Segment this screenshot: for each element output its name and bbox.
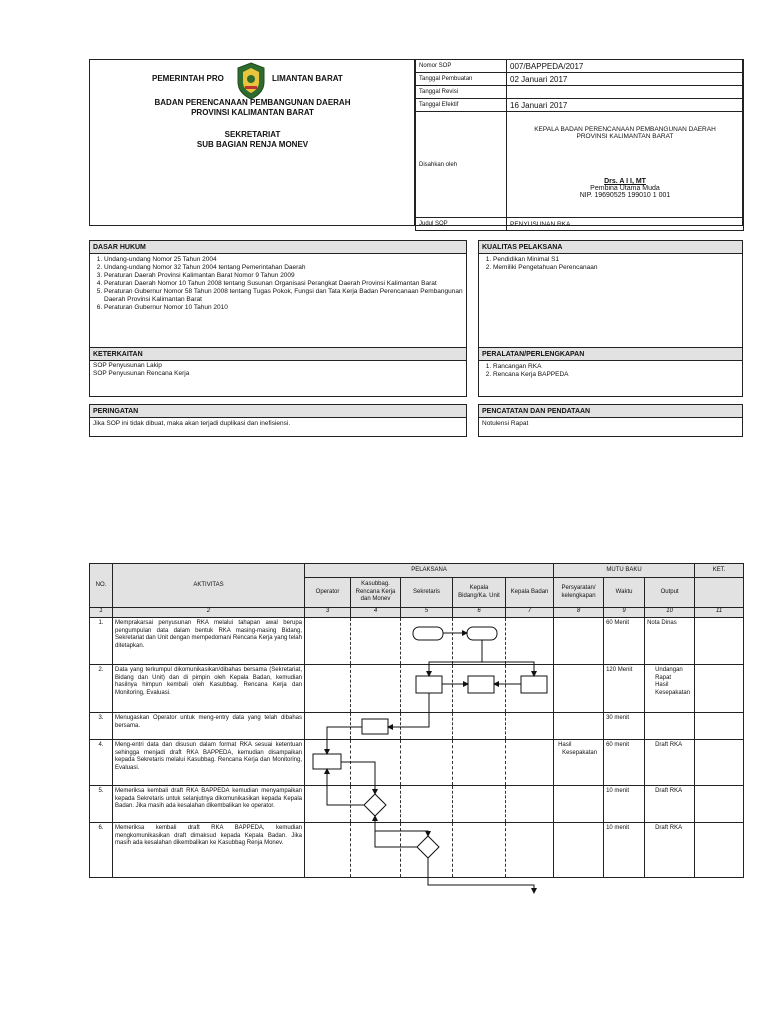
list-item: Draft RKA [655, 742, 683, 748]
process-shape [362, 719, 388, 734]
row-no: 4. [90, 740, 113, 786]
tgl-efektif-label: Tanggal Efektif [416, 99, 507, 112]
row-no: 6. [90, 823, 113, 878]
col-kaban: Kepala Badan [506, 578, 554, 608]
row-activity: Data yang terkumpul dikomunikasikan/dibahas bersama (Sekretariat, Bidang dan Unit) dan di pimpin oleh Kepala Badan, kemudian hasilnya himpun kembali oleh Kasubbag. Rencana Kerja dan Monitoring, Evaluasi. [113, 665, 305, 713]
connector-arrow [482, 662, 534, 676]
connector-arrow [375, 816, 428, 836]
list-item: Draft RKA [655, 825, 683, 831]
col-kasubbag: Kasubbag. Rencana Kerja dan Monev [351, 578, 401, 608]
judul-value: PENYUSUNAN RKA [507, 218, 744, 231]
agency-name-2: PROVINSI KALIMANTAN BARAT [191, 108, 314, 117]
col-number: 10 [645, 608, 695, 618]
list-item: 5. Peraturan Gubernur Nomor 58 Tahun 2008 tentang Tugas Pokok, Fungsi dan Tata Kerja Badan Perencanaan Pembangunan Daerah Provinsi Kalimantan Barat [104, 288, 466, 304]
col-number: 3 [305, 608, 351, 618]
list-item: 6. Peraturan Gubernur Nomor 10 Tahun 2010 [104, 304, 466, 312]
process-shape [468, 676, 494, 693]
connector-arrow [388, 693, 429, 727]
kepala-line-2: PROVINSI KALIMANTAN BARAT [576, 133, 674, 140]
row-activity: Memeriksa kembali draft RKA BAPPEDA, kemudian mengkomunikasikan draft dimaksud kepada Kepala Badan. Jika masih ada kesalahan dikembalikan ke Kasubbag Renja Monev. [113, 823, 305, 878]
col-ket: KET. [695, 564, 744, 578]
process-shape [313, 754, 341, 769]
process-shape [521, 676, 547, 693]
nomor-label: Nomor SOP [416, 60, 507, 73]
tgl-buat-value: 02 Januari 2017 [507, 73, 744, 86]
process-shape [416, 676, 442, 693]
row-waktu: 60 Menit [604, 618, 645, 665]
peringatan-title: PERINGATAN [90, 405, 466, 418]
peringatan-text: Jika SOP ini tidak dibuat, maka akan terjadi duplikasi dan inefisiensi. [93, 420, 291, 427]
col-kabid: Kepala Bidang/Ka. Unit [453, 578, 506, 608]
row-waktu: 120 Menit [604, 665, 645, 713]
row-activity: Memeriksa kembali draft RKA BAPPEDA kemudian menyampaikan kepada Sekretaris untuk selanjutnya dikomunikasikan kepada Kepala Badan. Jika masih ada kesalahan dikembalikan ke operator. [113, 786, 305, 823]
list-item: Draft RKA [655, 788, 683, 794]
row-activity: Memprakarsai penyusunan RKA melalui tahapan awal berupa pengumpulan data dalam bentuk RKA masing-masing Bidang, Sekretariat dan Unit dengan mempedomani Rencana Kerja yang telah ditetapkan. [113, 618, 305, 665]
col-mutu-baku: MUTU BAKU [554, 564, 695, 578]
row-waktu: 60 menit [604, 740, 645, 786]
row-waktu: 30 menit [604, 713, 645, 740]
gov-title-right: LIMANTAN BARAT [272, 74, 343, 83]
list-item: 2. Rencana Kerja BAPPEDA [493, 371, 742, 379]
list-item: Undangan Rapat [655, 667, 683, 681]
col-number: 8 [554, 608, 604, 618]
kepala-line-1: KEPALA BADAN PERENCANAAN PEMBANGUNAN DAERAH [534, 126, 716, 133]
tgl-efektif-value: 16 Januari 2017 [507, 99, 744, 112]
pencatatan-title: PENCATATAN DAN PENDATAAN [479, 405, 742, 418]
connector-arrow [327, 727, 362, 754]
col-number: 6 [453, 608, 506, 618]
unit-name-2: SUB BAGIAN RENJA MONEV [196, 140, 309, 149]
col-number: 7 [506, 608, 554, 618]
tgl-revisi-label: Tanggal Revisi [416, 86, 507, 99]
row-no: 5. [90, 786, 113, 823]
col-sekretaris: Sekretaris [401, 578, 453, 608]
connector-arrow [429, 640, 482, 676]
col-number: 9 [604, 608, 645, 618]
judul-label: Judul SOP [416, 218, 507, 231]
terminator-shape [413, 627, 443, 640]
agency-name-1: BADAN PERENCANAAN PEMBANGUNAN DAERAH [154, 98, 351, 107]
list-item: 2. Undang-undang Nomor 32 Tahun 2004 tentang Pemerintahan Daerah [104, 264, 466, 272]
col-number: 1 [90, 608, 113, 618]
keterkaitan-title: KETERKAITAN [90, 348, 466, 361]
connector-arrow [327, 769, 364, 805]
pencatatan-text: Notulensi Rapat [482, 420, 529, 427]
col-output: Output [645, 578, 695, 608]
col-waktu: Waktu [604, 578, 645, 608]
row-activity: Meng-entri data dan disusun dalam format RKA sesuai ketentuan sehingga menjadi draft RKA BAPPEDA, kemudian disampaikan kepada Sekretaris melalui Kasubbag. Rencana Kerja dan Monitoring, Evaluasi. [113, 740, 305, 786]
col-operator: Operator [305, 578, 351, 608]
tgl-buat-label: Tanggal Pembuatan [416, 73, 507, 86]
decision-shape [417, 836, 439, 858]
dasar-hukum-title: DASAR HUKUM [90, 241, 466, 254]
list-item: 4. Peraturan Daerah Nomor 10 Tahun 2008 tentang Susunan Organisasi Perangkat Daerah Provinsi Kalimantan Barat [104, 280, 466, 288]
col-pelaksana: PELAKSANA [305, 564, 554, 578]
connector-arrow [428, 858, 534, 893]
row-no: 3. [90, 713, 113, 740]
list-item: 1. Pendidikan Minimal S1 [493, 256, 742, 264]
nomor-value: 007/BAPPEDA/2017 [507, 60, 744, 73]
keterkaitan-line-2: SOP Penyusunan Rencana Kerja [93, 370, 190, 377]
col-number: 11 [695, 608, 744, 618]
row-no: 1. [90, 618, 113, 665]
keterkaitan-line-1: SOP Penyusunan Lakip [93, 362, 162, 369]
list-item: 3. Peraturan Daerah Provinsi Kalimantan Barat Nomor 9 Tahun 2009 [104, 272, 466, 280]
col-aktivitas: AKTIVITAS [113, 564, 305, 608]
row-no: 2. [90, 665, 113, 713]
signer-nip: NIP. 19690525 199010 1 001 [579, 192, 671, 199]
col-number: 5 [401, 608, 453, 618]
col-persyaratan: Persyaratan/ kelengkapan [554, 578, 604, 608]
unit-name-1: SEKRETARIAT [224, 130, 281, 139]
signer-rank: Pembina Utama Muda [590, 185, 660, 192]
list-item: Nota Dinas [647, 620, 677, 626]
signer-name: Drs. A I I, MT [604, 178, 646, 185]
gov-title-left: PEMERINTAH PRO [152, 74, 224, 83]
list-item: 1. Undang-undang Nomor 25 Tahun 2004 [104, 256, 466, 264]
col-number: 4 [351, 608, 401, 618]
disahkan-label: Disahkan oleh [416, 112, 507, 218]
row-activity: Menugaskan Operator untuk meng-entry data yang telah dibahas bersama. [113, 713, 305, 740]
row-waktu: 10 menit [604, 786, 645, 823]
peralatan-title: PERALATAN/PERLENGKAPAN [479, 348, 742, 361]
kualitas-title: KUALITAS PELAKSANA [479, 241, 742, 254]
terminator-shape [467, 627, 497, 640]
list-item: Hasil Kesepakatan [655, 682, 691, 696]
connector-arrow [341, 762, 375, 794]
list-item: Hasil Kesepakatan [558, 742, 598, 756]
list-item: 2. Memiliki Pengetahuan Perencanaan [493, 264, 742, 272]
decision-shape [364, 794, 386, 816]
row-waktu: 10 menit [604, 823, 645, 878]
col-no: NO. [90, 564, 113, 608]
col-number: 2 [113, 608, 305, 618]
list-item: 1. Rancangan RKA [493, 363, 742, 371]
